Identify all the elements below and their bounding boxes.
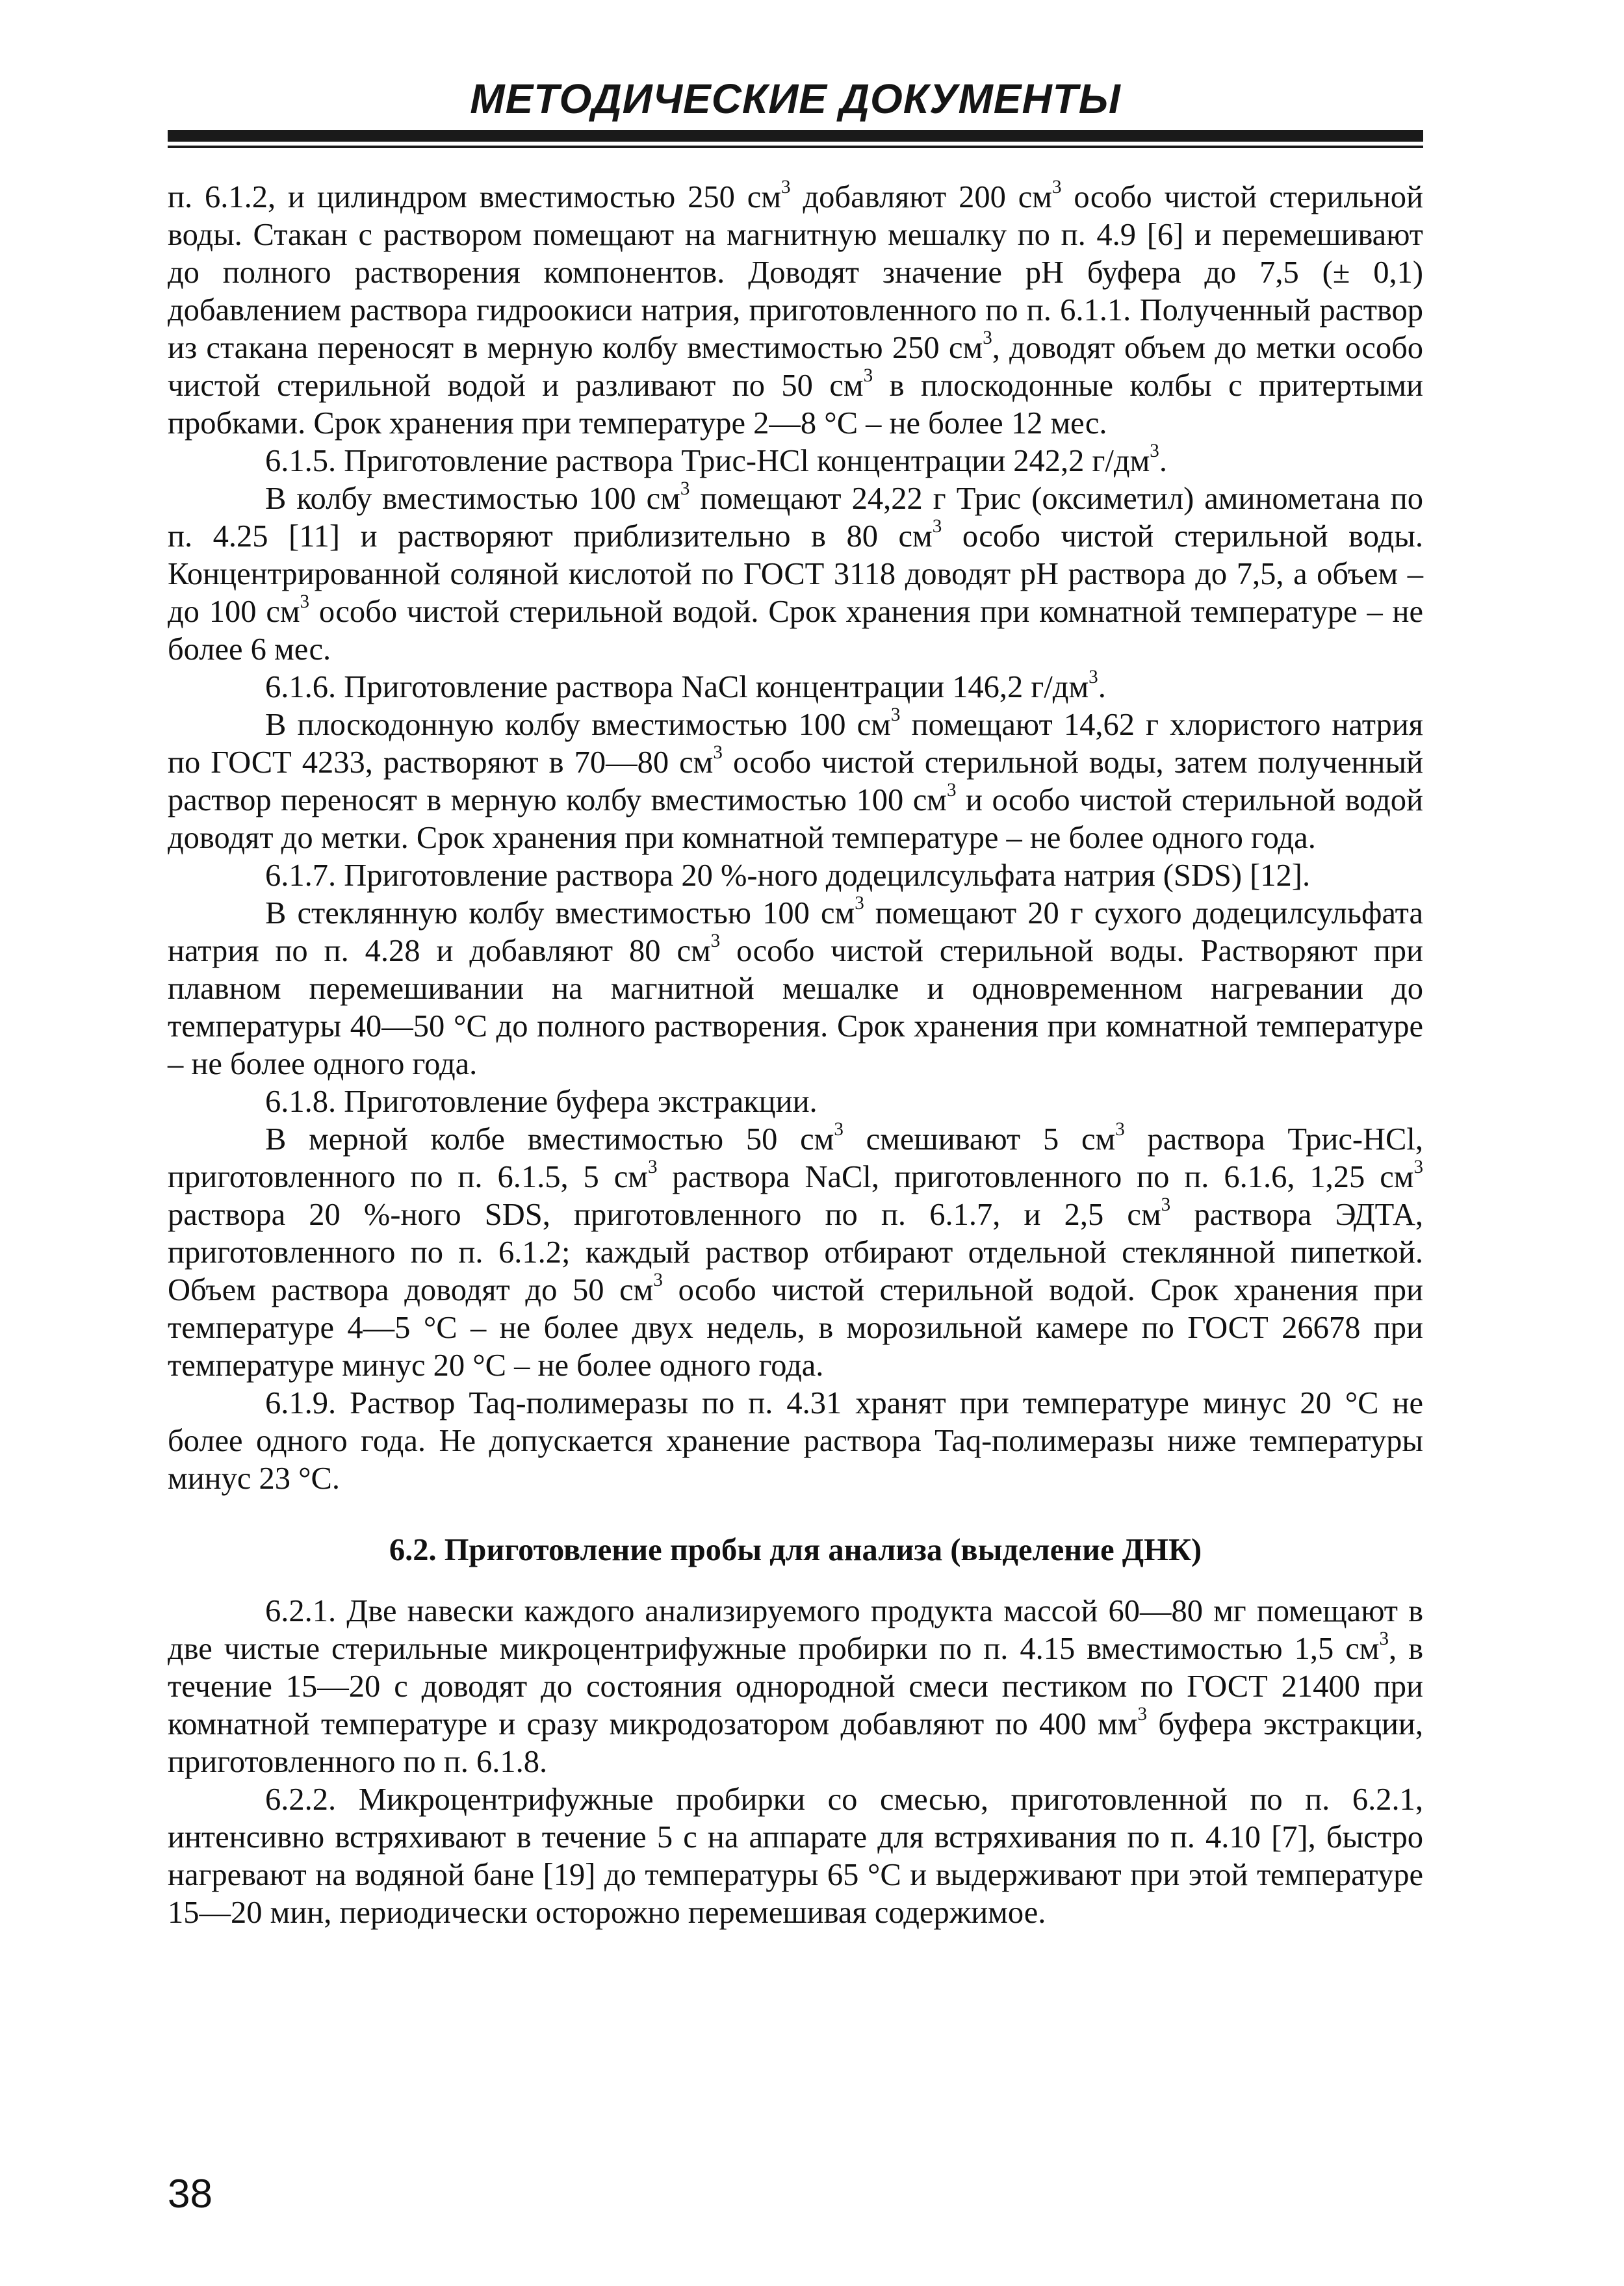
page-header xyxy=(168,73,1423,125)
clause-6-1-9-text: 6.1.9. Раствор Taq-полимеразы по п. 4.31 хранят при температуре минус 20 °С не более одного года. Не допускается хранение раствора Taq-полимеразы ниже температуры минус 23 °С. xyxy=(168,1386,1423,1496)
clause-6-1-7-text: В стеклянную колбу вместимостью 100 $см^3$ помещают 20 г сухого додецилсульфата натрия по п. 4.28 и добавляют 80 $см^3$ особо чистой стерильной воды. Растворяют при плавном перемешивании на магнитной мешалке и одновременном нагревании до температуры 40—50 °С до полного растворения. Срок хранения при комнатной температуре – не более одного года. xyxy=(168,893,1423,1081)
running-header-title: МЕТОДИЧЕСКИЕ ДОКУМЕНТЫ xyxy=(470,75,1121,122)
clause-6-1-6-text: В плоскодонную колбу вместимостью 100 $см^3$ помещают 14,62 г хлористого натрия по ГОСТ 4233, растворяют в 70—80 $см^3$ особо чистой стерильной воды, затем полученный раствор переносят в мерную колбу вместимостью 100 $см^3$ и особо чистой стерильной водой доводят до метки. Срок хранения при комнатной температуре – не более одного года. xyxy=(168,704,1423,855)
document-body xyxy=(168,179,1423,1932)
clause-6-1-5-heading: 6.1.5. Приготовление раствора Трис-HCl концентрации 242,2 $г/дм^3$. xyxy=(265,441,1167,478)
clause-6-1-8-heading: 6.1.8. Приготовление буфера экстракции. xyxy=(265,1085,818,1119)
clause-6-1-6-heading: 6.1.6. Приготовление раствора NaCl концентрации 146,2 $г/дм^3$. xyxy=(265,667,1106,704)
clause-6-2-2-text: 6.2.2. Микроцентрифужные пробирки со смесью, приготовленной по п. 6.2.1, интенсивно встряхивают в течение 5 с на аппарате для встряхивания по п. 4.10 [7], быстро нагревают на водяной бане [19] до температуры 65 °С и выдерживают при этой температуре 15—20 мин, периодически осторожно перемешивая содержимое. xyxy=(168,1782,1423,1930)
clause-6-1-8-text: В мерной колбе вместимостью 50 $см^3$ смешивают 5 $см^3$ раствора Трис-HCl, приготовленного по п. 6.1.5, 5 $см^3$ раствора NaCl, приготовленного по п. 6.1.6, 1,25 $см^3$ раствора 20 %-ного SDS, приготовленного по п. 6.1.7, и 2,5 $см^3$ раствора ЭДТА, приготовленного по п. 6.1.2; каждый раствор отбирают отдельной стеклянной пипеткой. Объем раствора доводят до 50 $см^3$ особо чистой стерильной водой. Срок хранения при температуре 4—5 °С – не более двух недель, в морозильной камере по ГОСТ 26678 при температуре минус 20 °С – не более одного года. xyxy=(168,1119,1424,1383)
header-rule-thick xyxy=(168,130,1423,142)
clause-6-2-1-text: 6.2.1. Две навески каждого анализируемого продукта массой 60—80 мг помещают в две чистые стерильные микроцентрифужные пробирки по п. 4.15 вместимостью 1,5 $см^3$, в течение 15—20 с доводят до состояния однородной смеси пестиком по ГОСТ 21400 при комнатной температуре и сразу микродозатором добавляют по 400 $мм^3$ буфера экстракции, приготовленного по п. 6.1.8. xyxy=(168,1594,1423,1779)
clause-6-1-5-text: В колбу вместимостью 100 $см^3$ помещают 24,22 г Трис (оксиметил) аминометана по п. 4.25 [11] и растворяют приблизительно в 80 $см^3$ особо чистой стерильной воды. Концентрированной соляной кислотой по ГОСТ 3118 доводят рН раствора до 7,5, а объем – до 100 $см^3$ особо чистой стерильной водой. Срок хранения при комнатной температуре – не более 6 мес. xyxy=(168,478,1423,667)
clause-6-1-7-heading: 6.1.7. Приготовление раствора 20 %-ного додецилсульфата натрия (SDS) [12]. xyxy=(265,858,1311,893)
page-number: 38 xyxy=(168,2172,213,2216)
section-6-2-heading: 6.2. Приготовление пробы для анализа (выделение ДНК) xyxy=(389,1533,1202,1567)
paragraph-continuation: п. 6.1.2, и цилиндром вместимостью 250 $см^3$ добавляют 200 $см^3$ особо чистой стерильной воды. Стакан с раствором помещают на магнитную мешалку по п. 4.9 [6] и перемешивают до полного растворения компонентов. Доводят значение рН буфера до 7,5 (± 0,1) добавлением раствора гидроокиси натрия, приготовленного по п. 6.1.1. Полученный раствор из стакана переносят в мерную колбу вместимостью 250 $см^3$, доводят объем до метки особо чистой стерильной водой и разливают по 50 $см^3$ в плоскодонные колбы с притертыми пробками. Срок хранения при температуре 2—8 °С – не более 12 мес. xyxy=(168,177,1424,441)
header-rule-thin xyxy=(168,146,1423,148)
